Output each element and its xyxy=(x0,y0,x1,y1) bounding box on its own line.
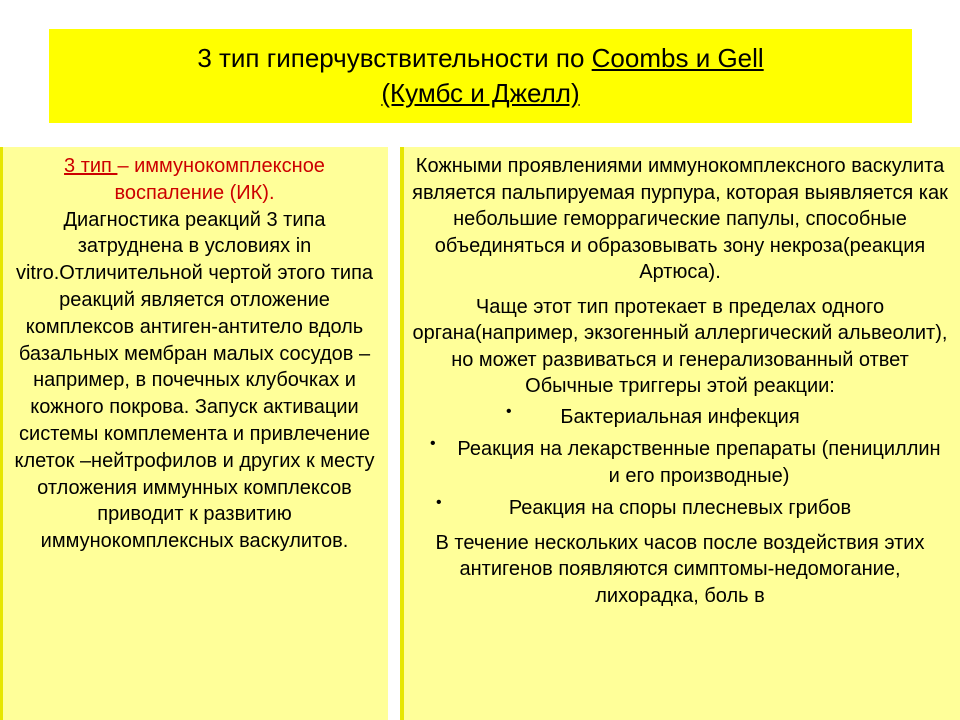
bullet-text: Реакция на споры плесневых грибов xyxy=(508,497,852,519)
bullet-text: Бактериальная инфекция xyxy=(560,405,800,428)
left-body: Диагностика реакций 3 типа затруднена в условиях in vitro.Отличительной чертой этого типа реакций является отложение комплексов антиген-антитело вдоль базальных мембран малых сосудов – например, в почечных клубочках и кожного покрова. Запуск активации системы комплемента и привлечение клеток –нейтрофилов и других к месту отложения иммунных комплексов приводит к развитию иммунокомплексных васкулитов. xyxy=(14,208,375,553)
title-authors: Coombs и Gell xyxy=(591,43,764,73)
type-line-2: воспаление (ИК). xyxy=(114,181,275,204)
title-line-2: (Кумбс и Джелл) xyxy=(381,78,580,108)
type-heading xyxy=(11,153,378,207)
bullet-text: Реакция на лекарственные препараты (пенициллин и его производные) xyxy=(457,438,941,487)
left-panel xyxy=(0,147,388,720)
right-paragraph-3: В течение нескольких часов после воздействия этих антигенов появляются симптомы-недомогание, лихорадка, боль в xyxy=(435,531,925,607)
bullet-item xyxy=(410,436,950,489)
slide-title xyxy=(49,29,912,123)
left-text xyxy=(11,153,378,555)
bullet-dot-icon: • xyxy=(430,435,436,452)
right-panel xyxy=(400,147,960,720)
bullet-dot-icon: • xyxy=(506,402,512,420)
type-label: 3 тип xyxy=(64,155,118,177)
right-paragraph-2: Чаще этот тип протекает в пределах одного органа(например, экзогенный аллергический альвеолит), но может развиваться и генерализованный ответ Обычные триггеры этой реакции: xyxy=(412,295,948,397)
bullet-item xyxy=(410,404,950,431)
right-paragraph-1: Кожными проявлениями иммунокомплексного васкулита является пальпируемая пурпура, которая выявляется как небольшие геморрагические папулы, способные объединяться и образовывать зону некроза(реакция Артюса). xyxy=(412,155,948,283)
title-prefix: 3 тип гиперчувствительности по xyxy=(197,43,592,73)
type-rest: – иммунокомплексное xyxy=(117,155,325,177)
title-line-1 xyxy=(197,41,763,76)
bullet-dot-icon: • xyxy=(436,494,442,511)
bullet-item xyxy=(410,495,950,522)
right-text xyxy=(410,153,950,609)
